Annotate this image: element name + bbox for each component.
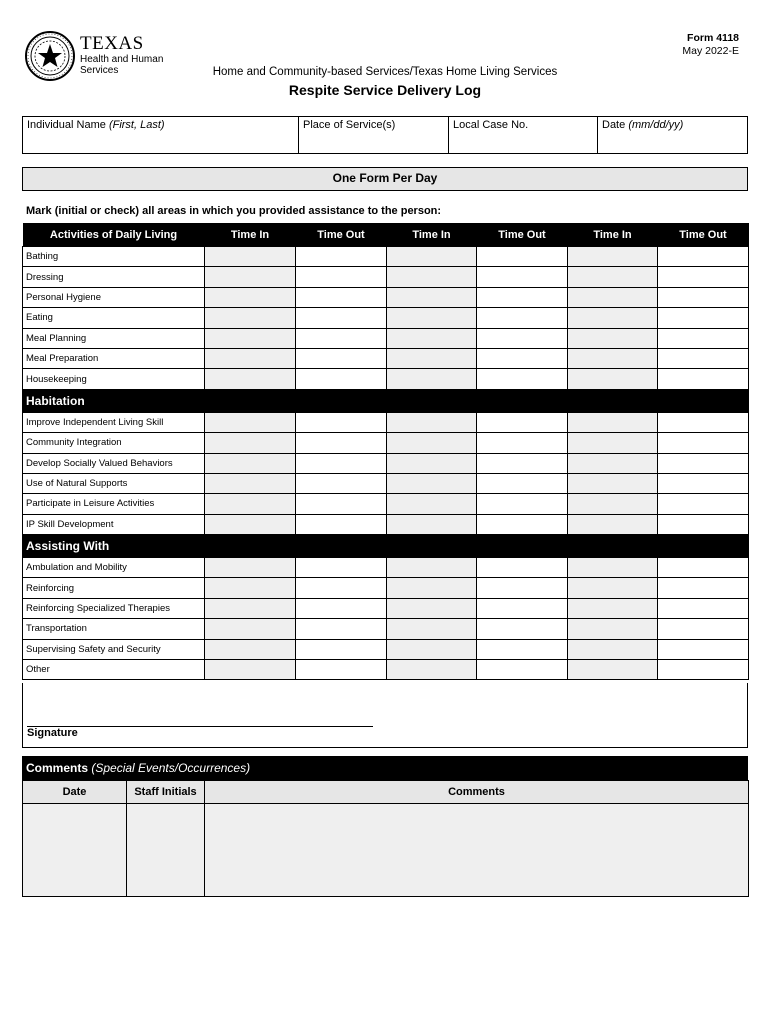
activity-row (23, 494, 749, 514)
activity-row (23, 660, 749, 680)
time-entry-cell[interactable] (296, 514, 387, 534)
activity-label: Supervising Safety and Security (23, 639, 205, 659)
time-entry-cell[interactable] (658, 514, 749, 534)
comment-staff-initials-cell[interactable] (127, 804, 205, 897)
time-entry-cell[interactable] (477, 348, 568, 368)
activity-row (23, 453, 749, 473)
time-entry-cell[interactable] (205, 639, 296, 659)
time-entry-cell[interactable] (387, 494, 477, 514)
signature-box[interactable] (22, 683, 748, 748)
time-entry-cell[interactable] (387, 267, 477, 287)
time-entry-cell[interactable] (296, 328, 387, 348)
time-entry-cell[interactable] (387, 453, 477, 473)
assisting-with-section-header-title: Assisting With (23, 535, 749, 558)
individual-info-row (22, 116, 748, 154)
activity-label: Community Integration (23, 433, 205, 453)
activity-label: Personal Hygiene (23, 287, 205, 307)
activity-row (23, 247, 749, 267)
time-entry-cell[interactable] (387, 328, 477, 348)
activity-row (23, 598, 749, 618)
comments-col-date: Date (23, 781, 127, 804)
comments-col-comments: Comments (205, 781, 749, 804)
time-entry-cell[interactable] (568, 348, 658, 368)
time-entry-cell[interactable] (477, 267, 568, 287)
column-header-time-3: Time In (387, 223, 477, 247)
grid-header-row (23, 223, 749, 247)
time-entry-cell[interactable] (477, 287, 568, 307)
time-entry-cell[interactable] (387, 514, 477, 534)
time-entry-cell[interactable] (658, 453, 749, 473)
activity-label: Use of Natural Supports (23, 473, 205, 493)
time-entry-cell[interactable] (658, 494, 749, 514)
activity-row (23, 369, 749, 389)
time-entry-cell[interactable] (296, 578, 387, 598)
time-entry-cell[interactable] (387, 308, 477, 328)
time-entry-cell[interactable] (387, 412, 477, 432)
logo-line-1: Health and Human (80, 54, 164, 65)
logo-line-2: Services (80, 65, 119, 76)
time-entry-cell[interactable] (658, 328, 749, 348)
time-entry-cell[interactable] (658, 369, 749, 389)
time-entry-cell[interactable] (568, 287, 658, 307)
column-header-time-1: Time In (205, 223, 296, 247)
time-entry-cell[interactable] (568, 639, 658, 659)
time-entry-cell[interactable] (568, 412, 658, 432)
local-case-no-field[interactable] (449, 117, 598, 153)
time-entry-cell[interactable] (658, 412, 749, 432)
time-entry-cell[interactable] (477, 412, 568, 432)
time-entry-cell[interactable] (296, 287, 387, 307)
time-entry-cell[interactable] (477, 453, 568, 473)
time-entry-cell[interactable] (296, 433, 387, 453)
comment-date-cell[interactable] (23, 804, 127, 897)
activity-label: Bathing (23, 247, 205, 267)
time-entry-cell[interactable] (658, 247, 749, 267)
time-entry-cell[interactable] (658, 433, 749, 453)
time-entry-cell[interactable] (205, 328, 296, 348)
form-revision-date: May 2022-E (682, 45, 739, 57)
activity-label: Improve Independent Living Skill (23, 412, 205, 432)
time-entry-cell[interactable] (568, 267, 658, 287)
activity-label: Eating (23, 308, 205, 328)
time-entry-cell[interactable] (205, 598, 296, 618)
time-entry-cell[interactable] (477, 558, 568, 578)
activity-row (23, 348, 749, 368)
time-entry-cell[interactable] (296, 558, 387, 578)
activity-row (23, 473, 749, 493)
activity-label: Participate in Leisure Activities (23, 494, 205, 514)
activity-label: Meal Preparation (23, 348, 205, 368)
time-entry-cell[interactable] (205, 348, 296, 368)
time-entry-cell[interactable] (477, 328, 568, 348)
time-entry-cell[interactable] (658, 473, 749, 493)
comments-table (22, 780, 749, 897)
time-entry-cell[interactable] (205, 308, 296, 328)
time-entry-cell[interactable] (387, 578, 477, 598)
time-entry-cell[interactable] (387, 369, 477, 389)
time-entry-cell[interactable] (477, 473, 568, 493)
time-entry-cell[interactable] (205, 433, 296, 453)
time-entry-cell[interactable] (387, 473, 477, 493)
time-entry-cell[interactable] (568, 328, 658, 348)
time-entry-cell[interactable] (387, 598, 477, 618)
activity-label: Dressing (23, 267, 205, 287)
activity-row (23, 287, 749, 307)
date-label: Date (602, 119, 626, 131)
time-entry-cell[interactable] (387, 433, 477, 453)
activity-row (23, 328, 749, 348)
comments-col-staff-initials: Staff Initials (127, 781, 205, 804)
logo-texas-text: TEXAS (80, 33, 144, 54)
time-entry-cell[interactable] (568, 247, 658, 267)
column-header-time-5: Time In (568, 223, 658, 247)
time-entry-cell[interactable] (387, 558, 477, 578)
time-entry-cell[interactable] (477, 660, 568, 680)
time-entry-cell[interactable] (296, 598, 387, 618)
time-entry-cell[interactable] (568, 453, 658, 473)
time-entry-cell[interactable] (205, 247, 296, 267)
time-entry-cell[interactable] (568, 514, 658, 534)
activity-row (23, 558, 749, 578)
activity-label: IP Skill Development (23, 514, 205, 534)
time-entry-cell[interactable] (568, 598, 658, 618)
time-entry-cell[interactable] (296, 473, 387, 493)
time-entry-cell[interactable] (658, 348, 749, 368)
date-hint: (mm/dd/yy) (628, 119, 684, 131)
time-entry-cell[interactable] (477, 639, 568, 659)
time-entry-cell[interactable] (205, 453, 296, 473)
time-entry-cell[interactable] (568, 473, 658, 493)
time-entry-cell[interactable] (296, 267, 387, 287)
comments-title: Comments (26, 761, 89, 775)
time-entry-cell[interactable] (658, 660, 749, 680)
signature-line (27, 726, 373, 727)
time-entry-cell[interactable] (296, 308, 387, 328)
time-entry-cell[interactable] (387, 247, 477, 267)
activity-row (23, 619, 749, 639)
time-entry-cell[interactable] (658, 619, 749, 639)
time-entry-cell[interactable] (387, 639, 477, 659)
time-entry-cell[interactable] (658, 558, 749, 578)
time-entry-cell[interactable] (205, 660, 296, 680)
column-header-time-6: Time Out (658, 223, 749, 247)
activity-label: Other (23, 660, 205, 680)
activity-row (23, 308, 749, 328)
time-entry-cell[interactable] (387, 619, 477, 639)
activity-label: Transportation (23, 619, 205, 639)
time-entry-cell[interactable] (658, 267, 749, 287)
activity-row (23, 412, 749, 432)
activities-grid (22, 223, 749, 680)
individual-name-field[interactable] (23, 117, 299, 153)
time-entry-cell[interactable] (205, 578, 296, 598)
activity-row (23, 267, 749, 287)
time-entry-cell[interactable] (296, 619, 387, 639)
time-entry-cell[interactable] (477, 369, 568, 389)
time-entry-cell[interactable] (568, 308, 658, 328)
time-entry-cell[interactable] (296, 412, 387, 432)
time-entry-cell[interactable] (296, 369, 387, 389)
time-entry-cell[interactable] (568, 578, 658, 598)
instruction-text: Mark (initial or check) all areas in which you provided assistance to the person: (26, 205, 442, 217)
time-entry-cell[interactable] (205, 494, 296, 514)
habitation-section-header (23, 389, 749, 412)
time-entry-cell[interactable] (477, 494, 568, 514)
date-field[interactable] (598, 117, 747, 153)
activity-label: Develop Socially Valued Behaviors (23, 453, 205, 473)
time-entry-cell[interactable] (477, 619, 568, 639)
place-of-service-field[interactable] (299, 117, 449, 153)
column-header-time-2: Time Out (296, 223, 387, 247)
time-entry-cell[interactable] (205, 412, 296, 432)
time-entry-cell[interactable] (568, 369, 658, 389)
local-case-no-label: Local Case No. (453, 119, 529, 131)
activity-label: Housekeeping (23, 369, 205, 389)
activity-label: Ambulation and Mobility (23, 558, 205, 578)
comments-section-header (22, 756, 748, 780)
time-entry-cell[interactable] (477, 308, 568, 328)
time-entry-cell[interactable] (296, 639, 387, 659)
time-entry-cell[interactable] (387, 287, 477, 307)
time-entry-cell[interactable] (205, 619, 296, 639)
time-entry-cell[interactable] (205, 473, 296, 493)
time-entry-cell[interactable] (568, 433, 658, 453)
assisting-with-section-header (23, 535, 749, 558)
time-entry-cell[interactable] (568, 558, 658, 578)
form-number: Form 4118 (687, 32, 739, 44)
activity-row (23, 578, 749, 598)
time-entry-cell[interactable] (477, 598, 568, 618)
time-entry-cell[interactable] (658, 287, 749, 307)
time-entry-cell[interactable] (477, 578, 568, 598)
time-entry-cell[interactable] (658, 598, 749, 618)
time-entry-cell[interactable] (296, 247, 387, 267)
time-entry-cell[interactable] (658, 308, 749, 328)
activity-label: Reinforcing Specialized Therapies (23, 598, 205, 618)
time-entry-cell[interactable] (205, 287, 296, 307)
time-entry-cell[interactable] (205, 267, 296, 287)
time-entry-cell[interactable] (296, 660, 387, 680)
time-entry-cell[interactable] (296, 453, 387, 473)
time-entry-cell[interactable] (658, 639, 749, 659)
comments-header-row (23, 781, 749, 804)
habitation-section-header-title: Habitation (23, 389, 749, 412)
time-entry-cell[interactable] (568, 619, 658, 639)
individual-name-label: Individual Name (27, 119, 106, 131)
column-header-activity: Activities of Daily Living (23, 223, 205, 247)
time-entry-cell[interactable] (296, 348, 387, 368)
signature-label: Signature (27, 727, 78, 739)
column-header-time-4: Time Out (477, 223, 568, 247)
time-entry-cell[interactable] (658, 578, 749, 598)
form-number-block (682, 32, 739, 58)
time-entry-cell[interactable] (205, 514, 296, 534)
time-entry-cell[interactable] (568, 660, 658, 680)
time-entry-cell[interactable] (477, 433, 568, 453)
comments-entry-row (23, 804, 749, 897)
activity-row (23, 514, 749, 534)
activity-row (23, 433, 749, 453)
one-form-per-day-banner: One Form Per Day (22, 167, 748, 191)
comment-text-cell[interactable] (205, 804, 749, 897)
place-of-service-label: Place of Service(s) (303, 119, 396, 131)
activity-row (23, 639, 749, 659)
comments-title-hint: (Special Events/Occurrences) (91, 761, 251, 775)
program-subtitle: Home and Community-based Services/Texas Home Living Services (212, 66, 558, 78)
time-entry-cell[interactable] (568, 494, 658, 514)
form-title: Respite Service Delivery Log (288, 82, 482, 98)
time-entry-cell[interactable] (296, 494, 387, 514)
activity-label: Meal Planning (23, 328, 205, 348)
time-entry-cell[interactable] (205, 369, 296, 389)
time-entry-cell[interactable] (477, 514, 568, 534)
individual-name-hint: (First, Last) (108, 119, 165, 131)
activity-label: Reinforcing (23, 578, 205, 598)
time-entry-cell[interactable] (477, 247, 568, 267)
time-entry-cell[interactable] (387, 660, 477, 680)
time-entry-cell[interactable] (205, 558, 296, 578)
time-entry-cell[interactable] (387, 348, 477, 368)
